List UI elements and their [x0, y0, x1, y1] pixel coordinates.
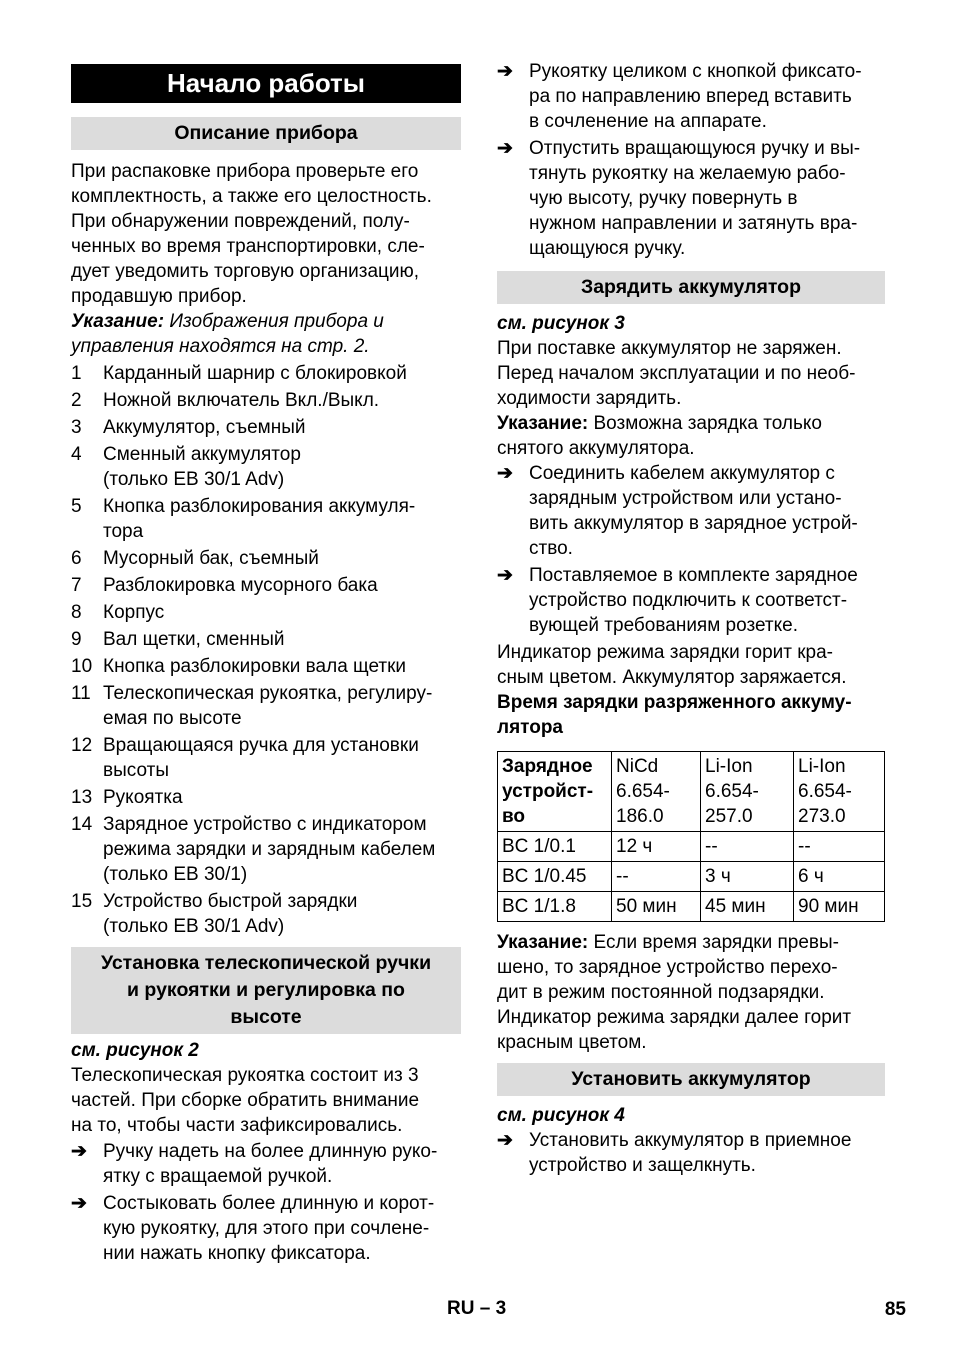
arrow-right-icon: ➔: [71, 1141, 87, 1162]
note-label: Указание:: [497, 932, 589, 953]
figure-reference: см. рисунок 2: [71, 1040, 199, 1061]
charge-time-table: [497, 751, 885, 922]
table-header-cell: Зарядное устройст- во: [498, 752, 612, 832]
list-item: 10 Кнопка разблокировки вала щетки: [71, 656, 407, 677]
text-line: При обнаружении повреждений, полу-: [71, 211, 410, 232]
section-heading-description: Описание прибора: [71, 117, 461, 150]
arrow-right-icon: ➔: [497, 1130, 513, 1151]
list-item: 5 Кнопка разблокирования аккумуля- тора: [71, 496, 416, 542]
instruction-item: ➔ Рукоятку целиком с кнопкой фиксато- ра по направлению вперед вставить в сочленение на аппарате.: [497, 61, 862, 132]
instruction-item: ➔ Установить аккумулятор в приемное устройство и защелкнуть.: [497, 1130, 852, 1176]
table-cell: 6 ч: [794, 862, 885, 892]
table-row: [498, 832, 885, 862]
arrow-right-icon: ➔: [71, 1193, 87, 1214]
table-cell: --: [794, 832, 885, 862]
note-paragraph: Указание: Если время зарядки превы- шено, то зарядное устройство перехо- дит в режим постоянной подзарядки. Индикатор режима зарядки далее горит красным цветом.: [497, 932, 852, 1053]
note-text: управления находятся на стр. 2.: [71, 336, 370, 357]
parts-list: [71, 361, 461, 939]
list-item: 7 Разблокировка мусорного бака: [71, 575, 378, 596]
table-cell: 45 мин: [701, 892, 794, 922]
text-line: комплектность, а также его целостность.: [71, 186, 432, 207]
arrow-right-icon: ➔: [497, 61, 513, 82]
list-item: 12 Вращающаяся ручка для установки высоты: [71, 735, 419, 781]
list-item: 8 Корпус: [71, 602, 165, 623]
text-line: продавшую прибор.: [71, 286, 247, 307]
intro-paragraph: [71, 159, 461, 309]
table-row: [498, 862, 885, 892]
page-title: Начало работы: [71, 64, 461, 103]
charge-paragraph: При поставке аккумулятор не заряжен. Перед началом эксплуатации и по необ- ходимости зарядить.: [497, 338, 856, 409]
instruction-item: ➔ Поставляемое в комплекте зарядное устройство подключить к соответст- вующей требованиям розетке.: [497, 565, 858, 636]
telescopic-paragraph: Телескопическая рукоятка состоит из 3 частей. При сборке обратить внимание на то, чтобы части зафиксировались.: [71, 1065, 420, 1136]
table-cell: 3 ч: [701, 862, 794, 892]
table-row: [498, 892, 885, 922]
table-cell: 12 ч: [612, 832, 701, 862]
arrow-right-icon: ➔: [497, 565, 513, 586]
note-paragraph: Указание: Возможна зарядка только снятого аккумулятора.: [497, 413, 822, 459]
table-cell: --: [701, 832, 794, 862]
table-cell: 50 мин: [612, 892, 701, 922]
table-header-cell: Li-Ion 6.654- 257.0: [701, 752, 794, 832]
note-label: Указание:: [71, 311, 165, 332]
note-label: Указание:: [497, 413, 589, 434]
text-line: ченных во время транспортировки, сле-: [71, 236, 425, 257]
arrow-right-icon: ➔: [497, 138, 513, 159]
list-item: 11 Телескопическая рукоятка, регулиру- емая по высоте: [71, 683, 433, 729]
table-cell: 90 мин: [794, 892, 885, 922]
page-language-label: RU – 3: [447, 1298, 507, 1319]
table-cell: BC 1/0.1: [498, 832, 612, 862]
table-header-cell: Li-Ion 6.654- 273.0: [794, 752, 885, 832]
instruction-item: ➔ Соединить кабелем аккумулятор с зарядным устройством или устано- вить аккумулятор в зарядное устрой- ство.: [497, 463, 858, 559]
arrow-right-icon: ➔: [497, 463, 513, 484]
table-cell: BC 1/1.8: [498, 892, 612, 922]
table-caption: Время зарядки разряженного аккуму- лятора: [497, 692, 852, 738]
figure-reference: см. рисунок 4: [497, 1105, 625, 1126]
section-heading-install-battery: Установить аккумулятор: [497, 1063, 885, 1096]
list-item: 13 Рукоятка: [71, 787, 183, 808]
section-heading-telescopic: Установка телескопической ручки и рукоятки и регулировка по высоте: [71, 947, 461, 1034]
note-text: Изображения прибора и: [164, 311, 384, 332]
text-line: дует уведомить торговую организацию,: [71, 261, 420, 282]
note-paragraph: [71, 309, 461, 359]
text-line: При распаковке прибора проверьте его: [71, 161, 419, 182]
table-cell: --: [612, 862, 701, 892]
instruction-item: ➔ Отпустить вращающуюся ручку и вы- тянуть рукоятку на желаемую рабо- чую высоту, ручку повернуть в нужном направлении и затянуть вра- щающуюся ручку.: [497, 138, 861, 259]
list-item: 1 Карданный шарнир с блокировкой: [71, 363, 407, 384]
list-item: 6 Мусорный бак, съемный: [71, 548, 319, 569]
indicator-paragraph: Индикатор режима зарядки горит кра- сным цветом. Аккумулятор заряжается.: [497, 642, 847, 688]
page-number: 85: [884, 1299, 906, 1320]
table-header-row: [498, 752, 885, 832]
figure-reference: см. рисунок 3: [497, 313, 625, 334]
list-item: 14 Зарядное устройство с индикатором режима зарядки и зарядным кабелем (только EB 30/1): [71, 814, 436, 885]
section-heading-charge: Зарядить аккумулятор: [497, 271, 885, 304]
list-item: 4 Сменный аккумулятор (только EB 30/1 Adv): [71, 444, 301, 490]
instruction-item: ➔ Ручку надеть на более длинную руко- ятку с вращаемой ручкой.: [71, 1141, 438, 1187]
table-cell: BC 1/0.45: [498, 862, 612, 892]
list-item: 3 Аккумулятор, съемный: [71, 417, 306, 438]
right-column: [497, 59, 885, 1178]
list-item: 2 Ножной включатель Вкл./Выкл.: [71, 390, 380, 411]
table-header-cell: NiCd 6.654- 186.0: [612, 752, 701, 832]
list-item: 15 Устройство быстрой зарядки (только EB 30/1 Adv): [71, 891, 358, 937]
instruction-item: ➔ Состыковать более длинную и корот- кую рукоятку, для этого при сочлене- нии нажать кнопку фиксатора.: [71, 1193, 435, 1264]
list-item: 9 Вал щетки, сменный: [71, 629, 285, 650]
left-column: [71, 64, 461, 1266]
